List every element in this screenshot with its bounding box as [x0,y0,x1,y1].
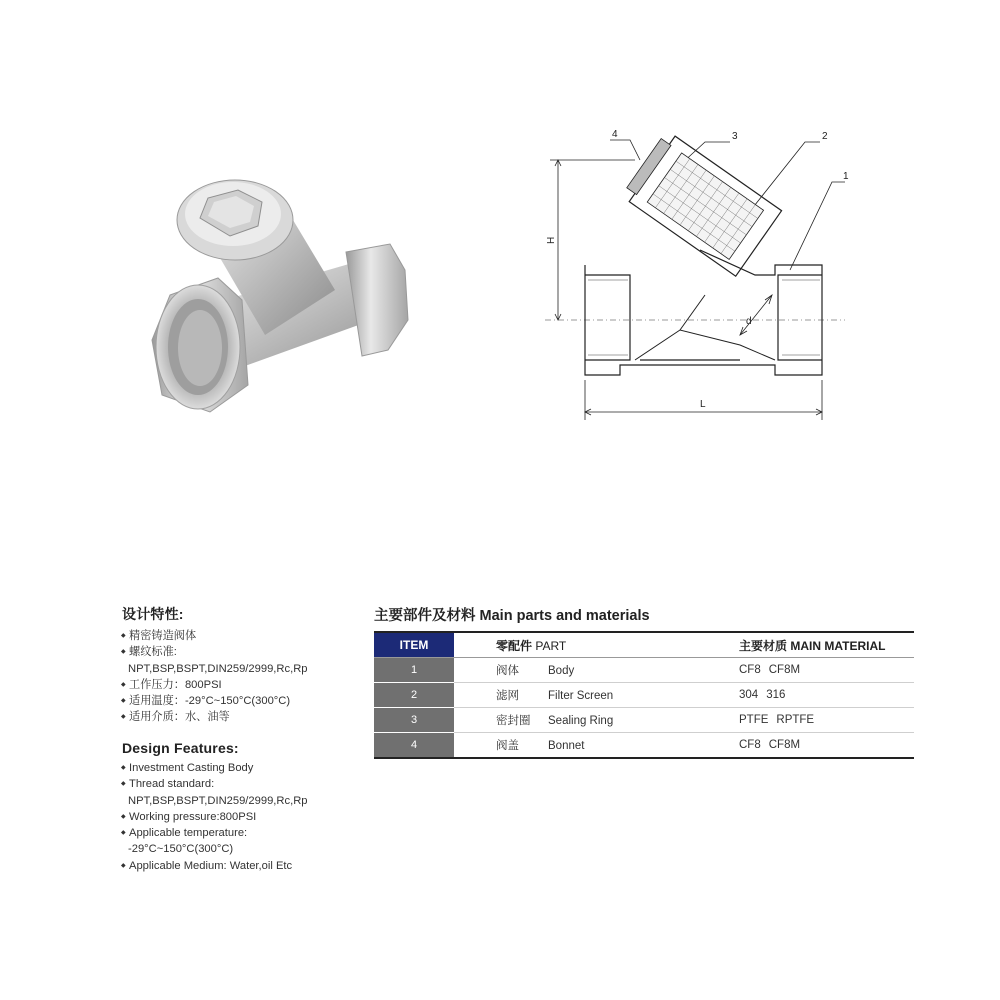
features-en [122,740,352,874]
features-cn-item: ◆ 精密铸造阀体 [122,628,352,644]
table-row [374,733,914,759]
material-1: CF8 [739,739,761,751]
part-name-cn: 阀体 [496,665,519,677]
item-number: 2 [374,683,454,708]
material-2: 316 [766,689,786,701]
part-name-cn: 阀盖 [496,740,519,752]
table-row [374,658,914,683]
part-material [721,708,914,733]
features-cn-item: ◆ 螺纹标准: [122,644,352,660]
features-en-item: ◆ Applicable temperature: [122,825,352,841]
part-material [721,658,914,683]
part-name-en: Sealing Ring [548,715,614,727]
features-cn [122,604,352,726]
part-name [454,733,721,759]
features-en-title: Design Features: [122,740,239,756]
dimension-d-label: d [746,316,752,327]
features-en-item: ◆ Working pressure:800PSI [122,809,352,825]
cross-section-diagram [540,120,850,430]
part-name-en: Filter Screen [548,690,614,702]
material-header-en: MAIN MATERIAL [790,638,886,653]
features-en-item: ◆ Applicable Medium: Water,oil Etc [122,858,352,874]
material-2: RPTFE [776,714,815,726]
parts-title: 主要部件及材料 Main parts and materials [374,608,650,624]
part-name-cn: 滤网 [496,690,519,702]
item-number: 1 [374,658,454,683]
item-header: ITEM [374,632,454,658]
material-2: CF8M [768,664,801,676]
part-header [454,632,721,658]
features-cn-item: ◆ 工作压力：800PSI [122,677,352,693]
table-row [374,683,914,708]
item-number: 3 [374,708,454,733]
part-name [454,683,721,708]
dimension-h-label: H [546,236,557,244]
part-header-cn: 零配件 [496,638,533,653]
features-cn-item: ◆ 适用温度：-29°C~150°C(300°C) [122,693,352,709]
table-row [374,708,914,733]
features-en-item: ◆ Investment Casting Body [122,760,352,776]
part-material [721,683,914,708]
material-2: CF8M [768,739,801,751]
features-cn-item: ◆ 适用介质：水、油等 [122,709,352,725]
part-material [721,733,914,759]
dimension-l-label: L [700,399,706,410]
material-1: 304 [739,689,759,701]
parts-table [374,631,914,759]
features-cn-title: 设计特性: [122,606,184,622]
part-name-en: Body [548,665,575,677]
callout-3: 3 [732,131,738,142]
product-photo [150,160,410,420]
features-en-item: -29°C~150°C(300°C) [128,843,234,856]
features-en-item: NPT,BSP,BSPT,DIN259/2999,Rc,Rp [128,794,308,807]
part-name [454,658,721,683]
callout-2: 2 [822,131,828,142]
part-header-en: PART [535,638,567,653]
material-1: CF8 [739,664,761,676]
part-name-en: Bonnet [548,740,585,752]
features-en-item: ◆ Thread standard: [122,776,352,792]
callout-4: 4 [612,129,618,140]
material-header [721,632,914,658]
material-1: PTFE [739,714,769,726]
features-cn-item: NPT,BSP,BSPT,DIN259/2999,Rc,Rp [128,662,308,675]
callout-1: 1 [843,171,849,182]
item-number: 4 [374,733,454,759]
part-name [454,708,721,733]
material-header-cn: 主要材质 [739,638,788,653]
part-name-cn: 密封圈 [496,715,531,727]
